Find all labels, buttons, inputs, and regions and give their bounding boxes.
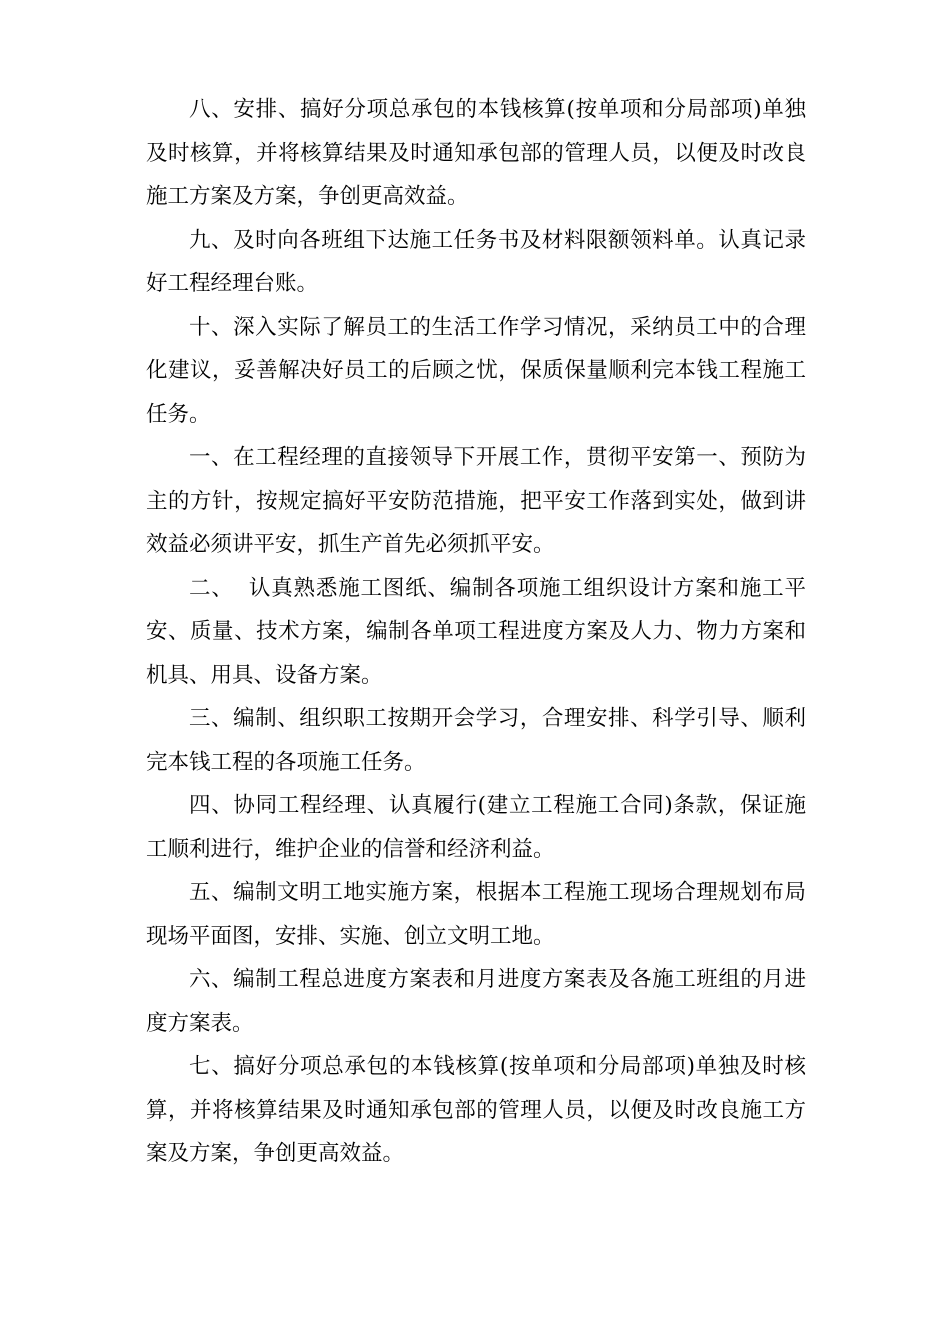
paragraph-7: 七、搞好分项总承包的本钱核算(按单项和分局部项)单独及时核算，并将核算结果及时通知承包部的管理人员，以便及时改良施工方案及方案，争创更高效益。 (146, 1054, 806, 1166)
paragraph-6: 六、编制工程总进度方案表和月进度方案表及各施工班组的月进度方案表。 (146, 967, 806, 1036)
paragraph-3: 三、编制、组织职工按期开会学习，合理安排、科学引导、顺利完本钱工程的各项施工任务。 (146, 706, 806, 775)
paragraph-10: 十、深入实际了解员工的生活工作学习情况，采纳员工中的合理化建议，妥善解决好员工的后顾之忧，保质保量顺利完本钱工程施工任务。 (146, 314, 806, 427)
document-body (146, 88, 806, 1176)
paragraph-4: 四、协同工程经理、认真履行(建立工程施工合同)条款，保证施工顺利进行，维护企业的信誉和经济利益。 (146, 793, 806, 862)
paragraph-5: 五、编制文明工地实施方案，根据本工程施工现场合理规划布局现场平面图，安排、实施、创立文明工地。 (146, 880, 806, 949)
paragraph-9: 九、及时向各班组下达施工任务书及材料限额领料单。认真记录好工程经理台账。 (146, 227, 806, 296)
paragraph-2: 二、 认真熟悉施工图纸、编制各项施工组织设计方案和施工平安、质量、技术方案，编制各单项工程进度方案及人力、物力方案和机具、用具、设备方案。 (146, 575, 806, 688)
paragraph-1: 一、在工程经理的直接领导下开展工作，贯彻平安第一、预防为主的方针，按规定搞好平安防范措施，把平安工作落到实处，做到讲效益必须讲平安，抓生产首先必须抓平安。 (146, 445, 806, 557)
paragraph-8: 八、安排、搞好分项总承包的本钱核算(按单项和分局部项)单独及时核算，并将核算结果及时通知承包部的管理人员，以便及时改良施工方案及方案，争创更高效益。 (146, 97, 806, 209)
